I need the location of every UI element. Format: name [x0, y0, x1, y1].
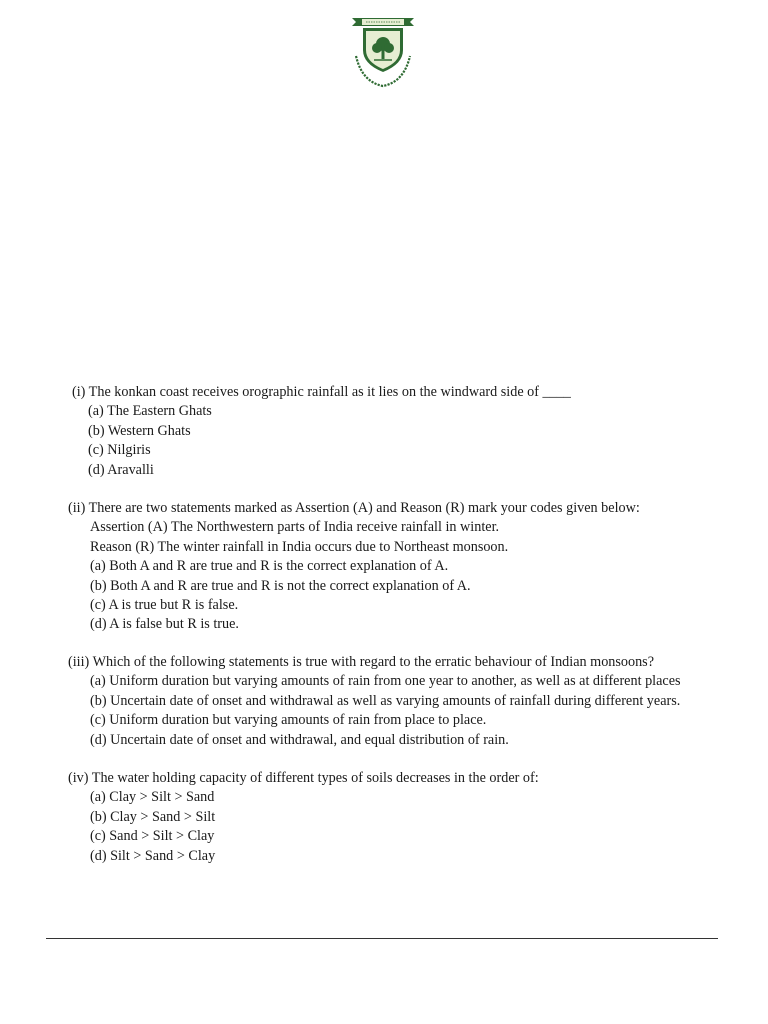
option-c: (c) Uniform duration but varying amounts of rain from place to place. [90, 712, 487, 729]
question-2 [68, 499, 640, 635]
option-c: (c) Nilgiris [88, 442, 151, 459]
reason-statement: Reason (R) The winter rainfall in India occurs due to Northeast monsoon. [90, 538, 509, 555]
option-a: (a) Uniform duration but varying amounts of rain from one year to another, as well as at different places [90, 673, 681, 690]
option-b: (b) Clay > Sand > Silt [90, 808, 216, 825]
option-a: (a) Both A and R are true and R is the correct explanation of A. [90, 558, 449, 575]
option-a: (a) Clay > Silt > Sand [90, 789, 215, 806]
option-d: (d) Aravalli [88, 461, 154, 478]
option-d: (d) Silt > Sand > Clay [90, 847, 216, 864]
question-stem: (i) The konkan coast receives orographic rainfall as it lies on the windward side of ____ [72, 384, 571, 400]
option-a: (a) The Eastern Ghats [88, 403, 212, 420]
question-stem: (iii) Which of the following statements is true with regard to the erratic behaviour of Indian monsoons? [68, 654, 654, 670]
option-d: (d) Uncertain date of onset and withdrawal, and equal distribution of rain. [90, 731, 509, 748]
option-b: (b) Uncertain date of onset and withdrawal as well as varying amounts of rainfall during different years. [90, 692, 681, 709]
option-d: (d) A is false but R is true. [90, 616, 239, 633]
page-footer-rule [46, 938, 718, 939]
question-4 [68, 769, 539, 866]
option-c: (c) A is true but R is false. [90, 597, 239, 614]
option-b: (b) Both A and R are true and R is not the correct explanation of A. [90, 577, 471, 594]
tree-shield-crest-icon [348, 12, 418, 90]
option-c: (c) Sand > Silt > Clay [90, 828, 215, 845]
assertion-statement: Assertion (A) The Northwestern parts of India receive rainfall in winter. [90, 519, 500, 536]
question-stem: (iv) The water holding capacity of different types of soils decreases in the order of: [68, 770, 539, 786]
school-logo [348, 12, 418, 90]
question-stem: (ii) There are two statements marked as Assertion (A) and Reason (R) mark your codes given below: [68, 500, 640, 516]
question-1 [72, 383, 571, 480]
question-3 [68, 653, 681, 750]
option-b: (b) Western Ghats [88, 422, 191, 439]
